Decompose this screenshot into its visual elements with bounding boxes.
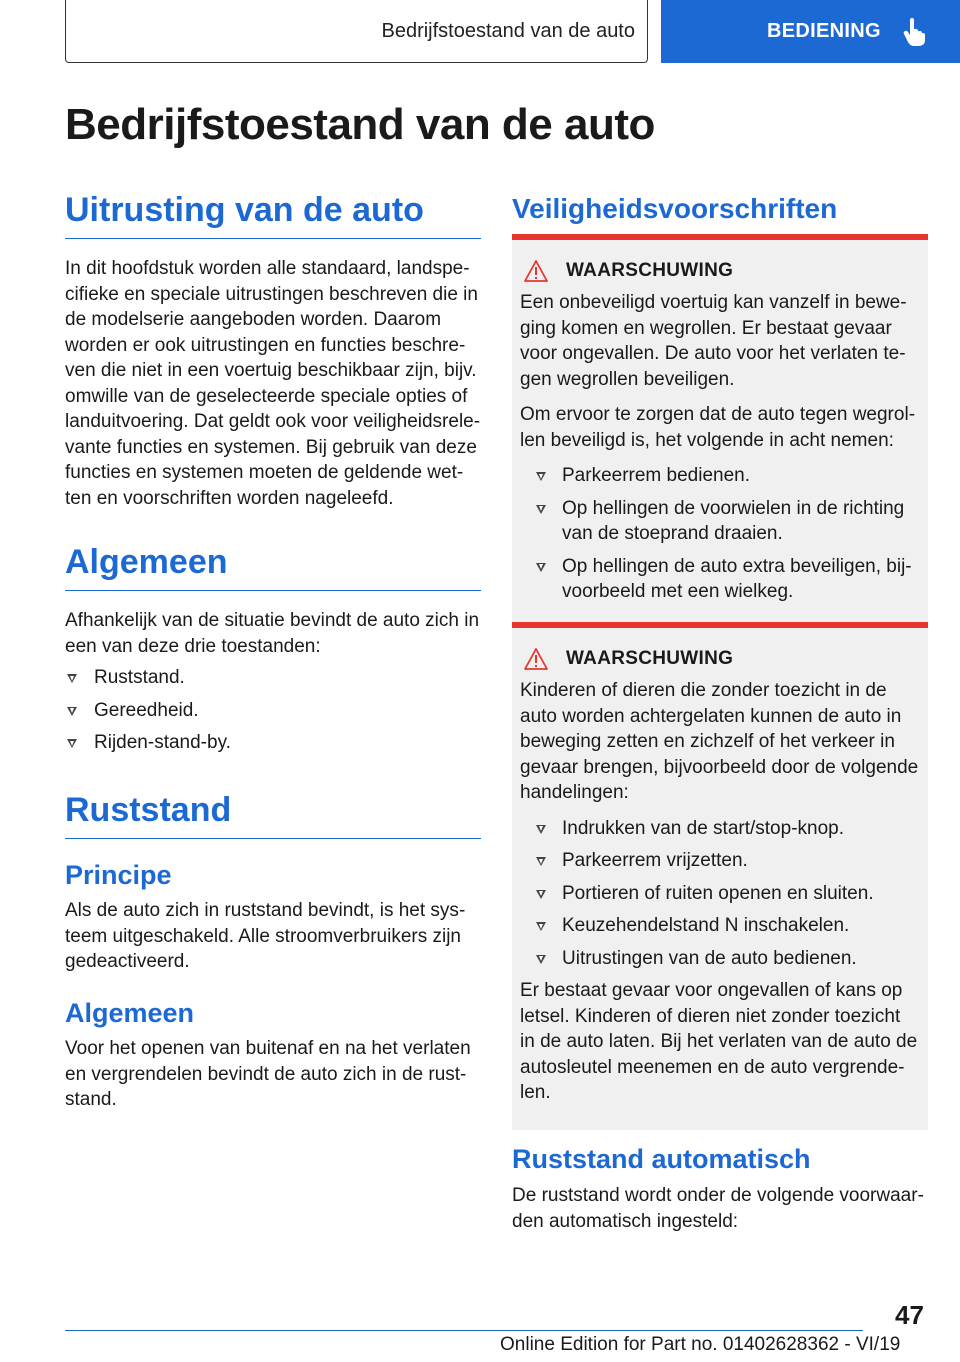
triangle-bullet-icon [67,707,77,716]
triangle-bullet-icon [536,472,546,481]
triangle-bullet-icon [67,674,77,683]
list-item: Ruststand. [65,665,481,691]
triangle-bullet-icon [536,825,546,834]
warning-triangle-icon [524,260,548,282]
warning-text: Er bestaat gevaar voor ongevallen of kans op letsel. Kinderen of dieren niet zonder toezicht in de auto laten. Bij het verlaten van de auto de autosleutel meenemen en de auto vergrendelen. [520,980,918,1103]
warning-label: WAARSCHUWING [566,648,734,669]
warning-box-rolling [512,234,928,626]
list-item: Indrukken van de start/stop-knop. [528,816,936,842]
warning-list [520,816,936,972]
auto-rest-text: De ruststand wordt onder de volgende voorwaarden automatisch ingesteld: [512,1185,924,1232]
rest-general-heading: Algemeen [65,998,195,1028]
footer-divider [65,1330,863,1331]
warning-triangle-icon [524,648,548,670]
triangle-bullet-icon [536,955,546,964]
general-heading: Algemeen [65,543,481,591]
warning-text: Kinderen of dieren die zonder toezicht in de auto worden achtergelaten kunnen de auto in beweging zetten en zichzelf of het verkeer in gevaar brengen, bijvoorbeeld door de volgende handelingen: [520,680,919,803]
triangle-bullet-icon [536,563,546,572]
triangle-bullet-icon [536,857,546,866]
chapter-tab[interactable] [661,0,960,63]
list-item: Parkeerrem vrijzetten. [528,848,936,874]
edition-text: Online Edition for Part no. 01402628362 - VI/19 [500,1334,901,1355]
warning-header [520,260,920,282]
triangle-bullet-icon [536,922,546,931]
auto-rest-heading: Ruststand automatisch [512,1144,811,1174]
rest-general-text: Voor het openen van buitenaf en na het verlaten en vergrendelen bevindt de auto zich in de ruststand. [65,1038,471,1110]
list-item: Uitrustingen van de auto bedienen. [528,946,936,972]
general-text: Afhankelijk van de situatie bevindt de auto zich in een van deze drie toestanden: [65,610,480,657]
list-item: Gereedheid. [65,698,481,724]
rest-heading: Ruststand [65,791,481,839]
list-item: Rijden-stand-by. [65,730,481,756]
list-item: Keuzehendelstand N inschakelen. [528,913,936,939]
states-list [65,665,481,763]
principle-heading: Principe [65,860,172,890]
warning-text: Om ervoor te zorgen dat de auto tegen wegrollen beveiligd is, het volgende in acht nemen: [520,404,916,451]
chapter-title: BEDIENING [767,20,881,42]
warning-label: WAARSCHUWING [566,260,734,281]
triangle-bullet-icon [536,890,546,899]
section-title: Bedrijfstoestand van de auto [381,19,635,42]
principle-text: Als de auto zich in ruststand bevindt, is het systeem uitgeschakeld. Alle stroomverbruikers zijn gedeactiveerd. [65,900,466,972]
list-item: Parkeerrem bedienen. [528,463,936,489]
triangle-bullet-icon [67,739,77,748]
section-tab [65,0,648,63]
warning-list [520,463,936,605]
triangle-bullet-icon [536,505,546,514]
equipment-heading: Uitrusting van de auto [65,191,481,239]
list-item: Op hellingen de auto extra beveiligen, bijvoorbeeld met een wielkeg. [528,554,936,605]
warning-text: Een onbeveiligd voertuig kan vanzelf in beweging komen en wegrollen. Er bestaat gevaar voor ongevallen. De auto voor het verlaten tegen wegrollen beveiligen. [520,292,907,390]
list-item: Op hellingen de voorwielen in de richting van de stoeprand draaien. [528,496,936,547]
list-item: Portieren of ruiten openen en sluiten. [528,881,936,907]
warning-header [520,648,920,670]
page-title: Bedrijfstoestand van de auto [65,100,655,149]
hand-pointer-icon [903,18,927,46]
equipment-text: In dit hoofdstuk worden alle standaard, landspecifieke en speciale uitrustingen beschreven die in de modelserie aangeboden worden. Daarom worden er ook uitrustingen en functies beschreven die niet in een voertuig beschikbaar zijn, bijv. omwille van de geselecteerde speciale opties of landuitvoering. Dat geldt ook voor veiligheidsrelevante functies en systemen. Bij gebruik van deze functies en systemen moeten de geldende wetten en voorschriften worden nageleefd. [65,258,481,509]
warning-box-children [512,622,928,1130]
page-number: 47 [895,1300,924,1330]
safety-heading: Veiligheidsvoorschriften [512,193,838,224]
